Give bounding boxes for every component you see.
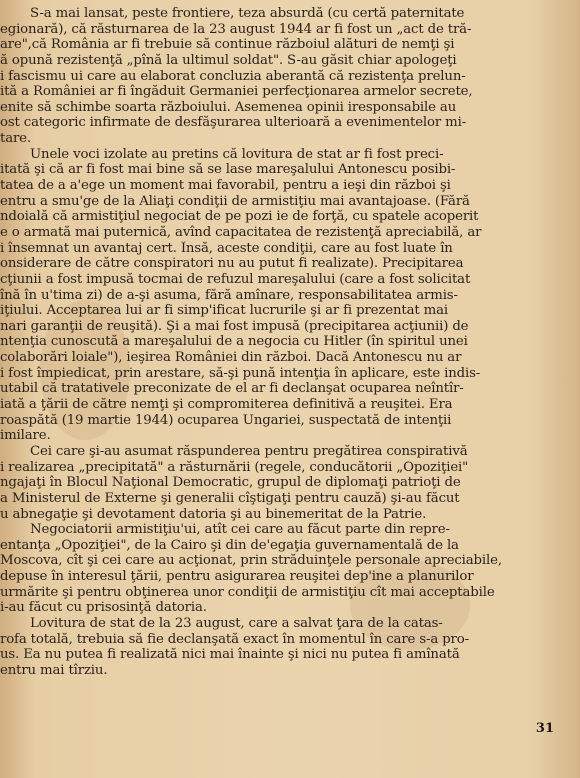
paragraph (0, 6, 562, 147)
text-line: ngajaţi în Blocul Naţional Democratic, grupul de diplomaţi patrioţi de (0, 475, 461, 491)
text-line: us. Ea nu putea fi realizată nici mai înainte şi nici nu putea fi amînată (0, 647, 460, 663)
paragraph (0, 522, 562, 616)
text-line: Negociatorii armistiţiu'ui, atît cei care au făcut parte din repre- (30, 522, 450, 538)
body-text (0, 6, 562, 679)
text-line: tare. (0, 131, 31, 147)
text-line: Unele voci izolate au pretins că lovitura de stat ar fi fost preci- (30, 146, 444, 162)
text-line: ă opună rezistenţă „pînă la ultimul soldat". S-au găsit chiar apologeţi (0, 52, 457, 68)
text-line: rofa totală, trebuia să fie declanşată exact în momentul în care s-a pro- (0, 631, 469, 647)
text-line: i-au făcut cu prisosinţă datoria. (0, 600, 207, 616)
text-line: imilare. (0, 428, 51, 444)
text-line: S-a mai lansat, peste frontiere, teza absurdă (cu certă paternitate (30, 6, 465, 21)
text-line: ită a României ar fi îngăduit Germaniei perfecţionarea armelor secrete, (0, 84, 473, 100)
text-line: are",că România ar fi trebuie să continue războiul alături de nemţi şi (0, 37, 455, 53)
text-line: colaborări loiale"), ieşirea României din război. Dacă Antonescu nu ar (0, 350, 462, 366)
text-line: înă în u'tima zi) de a-şi asuma, fără amînare, responsabilitatea armis- (0, 287, 458, 303)
text-line: iată a ţării de către nemţi şi compromiterea definitivă a reuşitei. Era (0, 397, 453, 413)
text-line: i fost împiedicat, prin arestare, să-şi pună intenţia în aplicare, este indis- (0, 365, 481, 381)
text-line: entanţa „Opoziţiei", de la Cairo şi din de'egaţia guvernamentală de la (0, 537, 459, 553)
text-line: roaspătă (19 martie 1944) ocuparea Ungariei, suspectată de intenţii (0, 412, 452, 428)
text-line: nari garanţii de reuşită). Şi a mai fost impusă (precipitarea acţiunii) de (0, 318, 469, 334)
text-line: a Ministerul de Externe şi generalii cîştigaţi pentru cauză) şi-au făcut (0, 490, 460, 506)
text-line: depuse în interesul ţării, pentru asigurarea reuşitei dep'ine a planurilor (0, 569, 474, 585)
text-line: Lovitura de stat de la 23 august, care a salvat ţara de la catas- (30, 615, 443, 631)
text-line: entru mai tîrziu. (0, 662, 108, 678)
text-line: urmărite şi pentru obţinerea unor condiţii de armistiţiu cît mai acceptabile (0, 584, 495, 600)
page-number: 31 (535, 721, 554, 736)
paragraph (0, 444, 562, 522)
text-line: ntenţia cunoscută a mareşalului de a negocia cu Hitler (în spiritul unei (0, 334, 468, 350)
text-line: u abnegaţie şi devotament datoria şi au binemeritat de la Patrie. (0, 506, 427, 522)
text-line: e o armată mai puternică, avînd capacitatea de rezistenţă apreciabilă, ar (0, 224, 482, 240)
paragraph (0, 147, 562, 444)
text-line: onsiderare de către conspiratori nu au putut fi realizate). Precipitarea (0, 256, 464, 272)
text-line: enite să schimbe soarta războiului. Asemenea opinii iresponsabile au (0, 99, 457, 115)
text-line: egionară), că răsturnarea de la 23 august 1944 ar fi fost un „act de tră- (0, 21, 472, 37)
text-line: ndoială că armistiţiul negociat de pe pozi ie de forţă, cu spatele acoperit (0, 209, 479, 225)
text-line: i însemnat un avantaj cert. Însă, aceste condiţii, care au fost luate în (0, 240, 453, 256)
text-line: Cei care şi-au asumat răspunderea pentru pregătirea conspirativă (30, 443, 468, 459)
text-line: iţiului. Acceptarea lui ar fi simp'ificat lucrurile şi ar fi prezentat mai (0, 303, 448, 319)
text-line: tatea de a a'ege un moment mai favorabil, pentru a ieşi din război şi (0, 178, 451, 194)
paragraph (0, 616, 562, 679)
text-line: ost categoric infirmate de desfăşurarea ulterioară a evenimentelor mi- (0, 115, 467, 131)
text-line: itată şi că ar fi fost mai bine să se lase mareşalului Antonescu posibi- (0, 162, 456, 178)
text-line: i realizarea „precipitată" a răsturnării (regele, conducătorii „Opoziţiei" (0, 459, 469, 475)
text-line: utabil că tratativele preconizate de el ar fi declanşat ocuparea neîntîr- (0, 381, 464, 397)
text-line: Moscova, cît şi cei care au acţionat, prin străduinţele personale apreciabile, (0, 553, 502, 569)
text-line: cţiunii a fost impusă tocmai de refuzul mareşalului (care a fost solicitat (0, 271, 471, 287)
text-line: entru a smu'ge de la Aliaţi condiţii de armistiţiu mai avantajoase. (Fără (0, 193, 470, 209)
text-line: i fascismu ui care au elaborat concluzia aberantă că rezistenţa prelun- (0, 68, 466, 84)
